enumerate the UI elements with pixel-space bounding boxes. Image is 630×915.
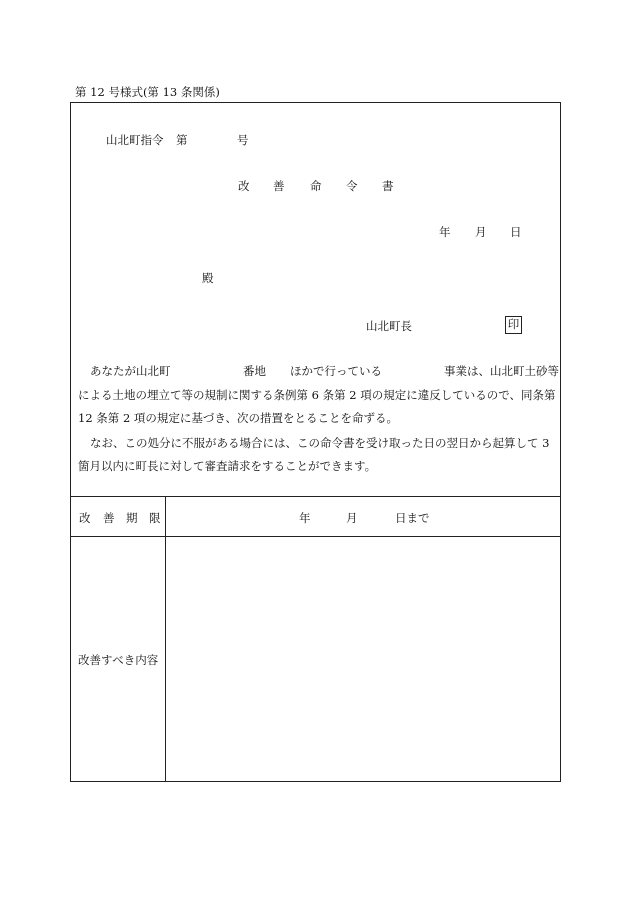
body-line-5: 箇月以内に町長に対して審査請求をすることができます。	[78, 459, 377, 473]
title-char: 善	[273, 179, 285, 193]
form-label: 第 12 号様式(第 13 条関係)	[75, 85, 220, 99]
frame-bottom-border	[70, 781, 561, 782]
body-line-1-d: 事業は、山北町土砂等	[444, 364, 559, 378]
date-year: 年	[439, 225, 451, 239]
table-top-border	[70, 496, 561, 497]
body-line-3: 12 条第 2 項の規定に基づき、次の措置をとることを命ずる。	[78, 411, 398, 425]
number-suffix: 号	[237, 133, 249, 147]
body-line-2: による土地の埋立て等の規制に関する条例第 6 条第 2 項の規定に違反しているので、同条第	[78, 388, 556, 402]
body-line-1-c: ほかで行っている	[290, 364, 382, 378]
deadline-label-char: 限	[149, 511, 161, 525]
frame-right-border	[560, 102, 561, 782]
mayor-label: 山北町長	[366, 319, 412, 333]
deadline-year: 年	[299, 511, 311, 525]
seal-mark: 印	[505, 316, 522, 334]
body-line-1-a: あなたが山北町	[90, 364, 171, 378]
title-char: 令	[346, 179, 358, 193]
issuer-label: 山北町指令	[106, 133, 164, 147]
title-char: 命	[310, 179, 322, 193]
frame-top-border	[70, 102, 561, 103]
content-field[interactable]	[166, 537, 560, 781]
body-line-4: なお、この処分に不服がある場合には、この命令書を受け取った日の翌日から起算して 3	[90, 436, 550, 450]
date-month: 月	[475, 225, 487, 239]
number-prefix: 第	[176, 133, 188, 147]
title-char: 書	[382, 179, 394, 193]
title-char: 改	[238, 179, 250, 193]
deadline-label-char: 期	[126, 511, 138, 525]
addressee-suffix: 殿	[202, 271, 214, 285]
deadline-label-char: 善	[103, 511, 115, 525]
deadline-until: 日まで	[395, 511, 430, 525]
frame-left-border	[70, 102, 71, 782]
deadline-month: 月	[346, 511, 358, 525]
date-day: 日	[510, 225, 522, 239]
deadline-label-char: 改	[79, 511, 91, 525]
content-label: 改善すべき内容	[78, 653, 159, 667]
body-line-1-b: 番地	[243, 364, 266, 378]
